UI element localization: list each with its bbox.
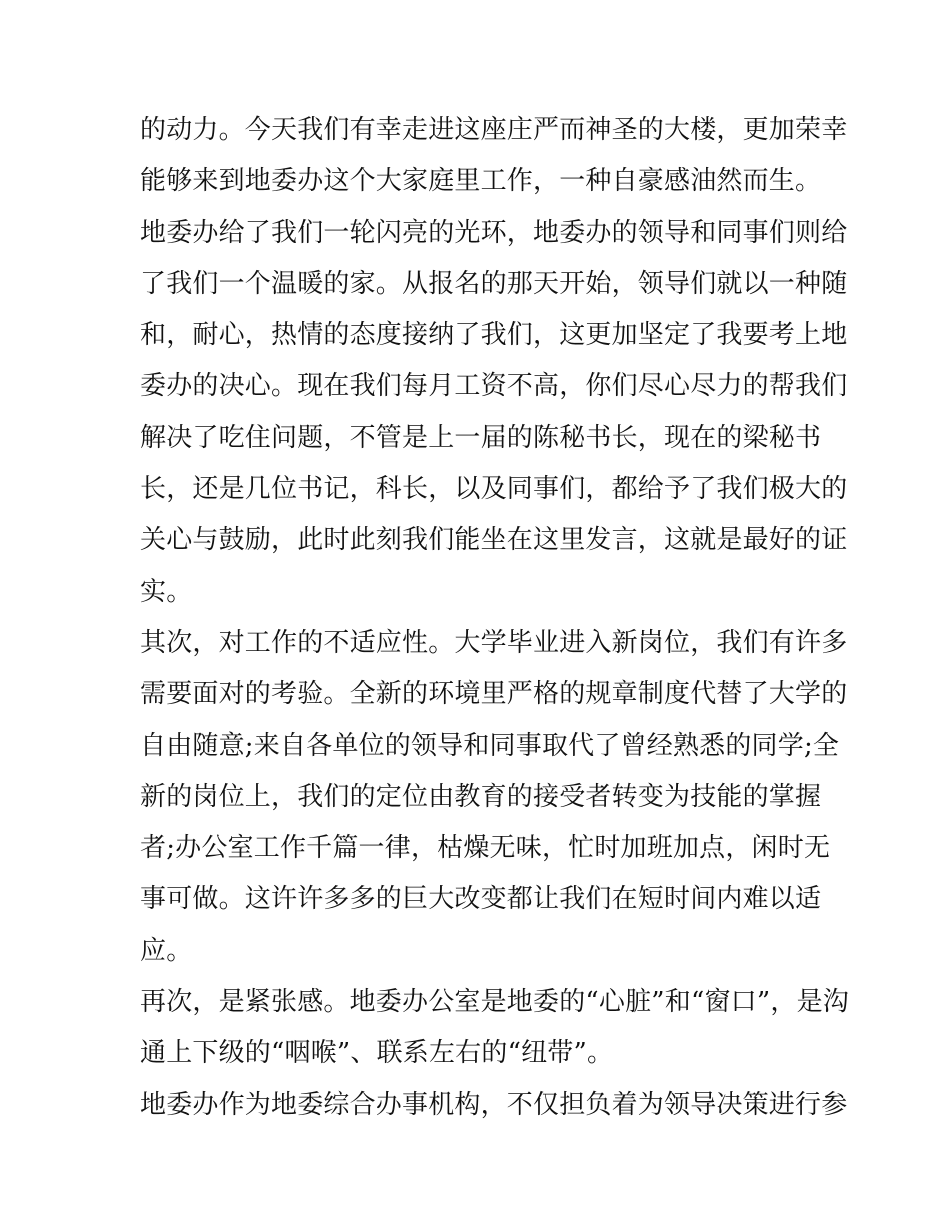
- text-line: 的动力。今天我们有幸走进这座庄严而神圣的大楼，更加荣幸: [140, 115, 848, 145]
- text-line: 再次，是紧张感。地委办公室是地委的“心脏”和“窗口”，是沟: [140, 987, 849, 1018]
- text-line: 委办的决心。现在我们每月工资不高，你们尽心尽力的帮我们: [140, 371, 848, 402]
- text-line: 长，还是几位书记，科长，以及同事们，都给予了我们极大的: [140, 474, 848, 505]
- text-line: 新的岗位上，我们的定位由教育的接受者转变为技能的掌握: [140, 781, 822, 812]
- text-line: 实。: [140, 576, 193, 607]
- text-line: 应。: [140, 935, 193, 966]
- text-line: 关心与鼓励，此时此刻我们能坐在这里发言，这就是最好的证: [140, 525, 848, 556]
- text-line: 其次，对工作的不适应性。大学毕业进入新岗位，我们有许多: [140, 627, 848, 658]
- text-line: 者;办公室工作千篇一律，枯燥无味，忙时加班加点，闲时无: [140, 833, 831, 864]
- text-line: 通上下级的“咽喉”、联系左右的“纽带”。: [140, 1038, 614, 1069]
- text-line: 事可做。这许许多多的巨大改变都让我们在短时间内难以适: [140, 884, 822, 915]
- text-line: 需要面对的考验。全新的环境里严格的规章制度代替了大学的: [140, 679, 848, 710]
- text-line: 自由随意;来自各单位的领导和同事取代了曾经熟悉的同学;全: [140, 730, 840, 761]
- text-line: 解决了吃住问题，不管是上一届的陈秘书长，现在的梁秘书: [140, 422, 822, 453]
- text-line: 能够来到地委办这个大家庭里工作，一种自豪感油然而生。: [140, 166, 822, 197]
- text-line: 和，耐心，热情的态度接纳了我们，这更加坚定了我要考上地: [140, 320, 848, 351]
- text-line: 地委办给了我们一轮闪亮的光环，地委办的领导和同事们则给: [140, 217, 848, 248]
- text-line: 了我们一个温暖的家。从报名的那天开始，领导们就以一种随: [140, 268, 848, 299]
- text-line: 地委办作为地委综合办事机构，不仅担负着为领导决策进行参: [140, 1089, 848, 1120]
- document-body: [140, 105, 849, 1131]
